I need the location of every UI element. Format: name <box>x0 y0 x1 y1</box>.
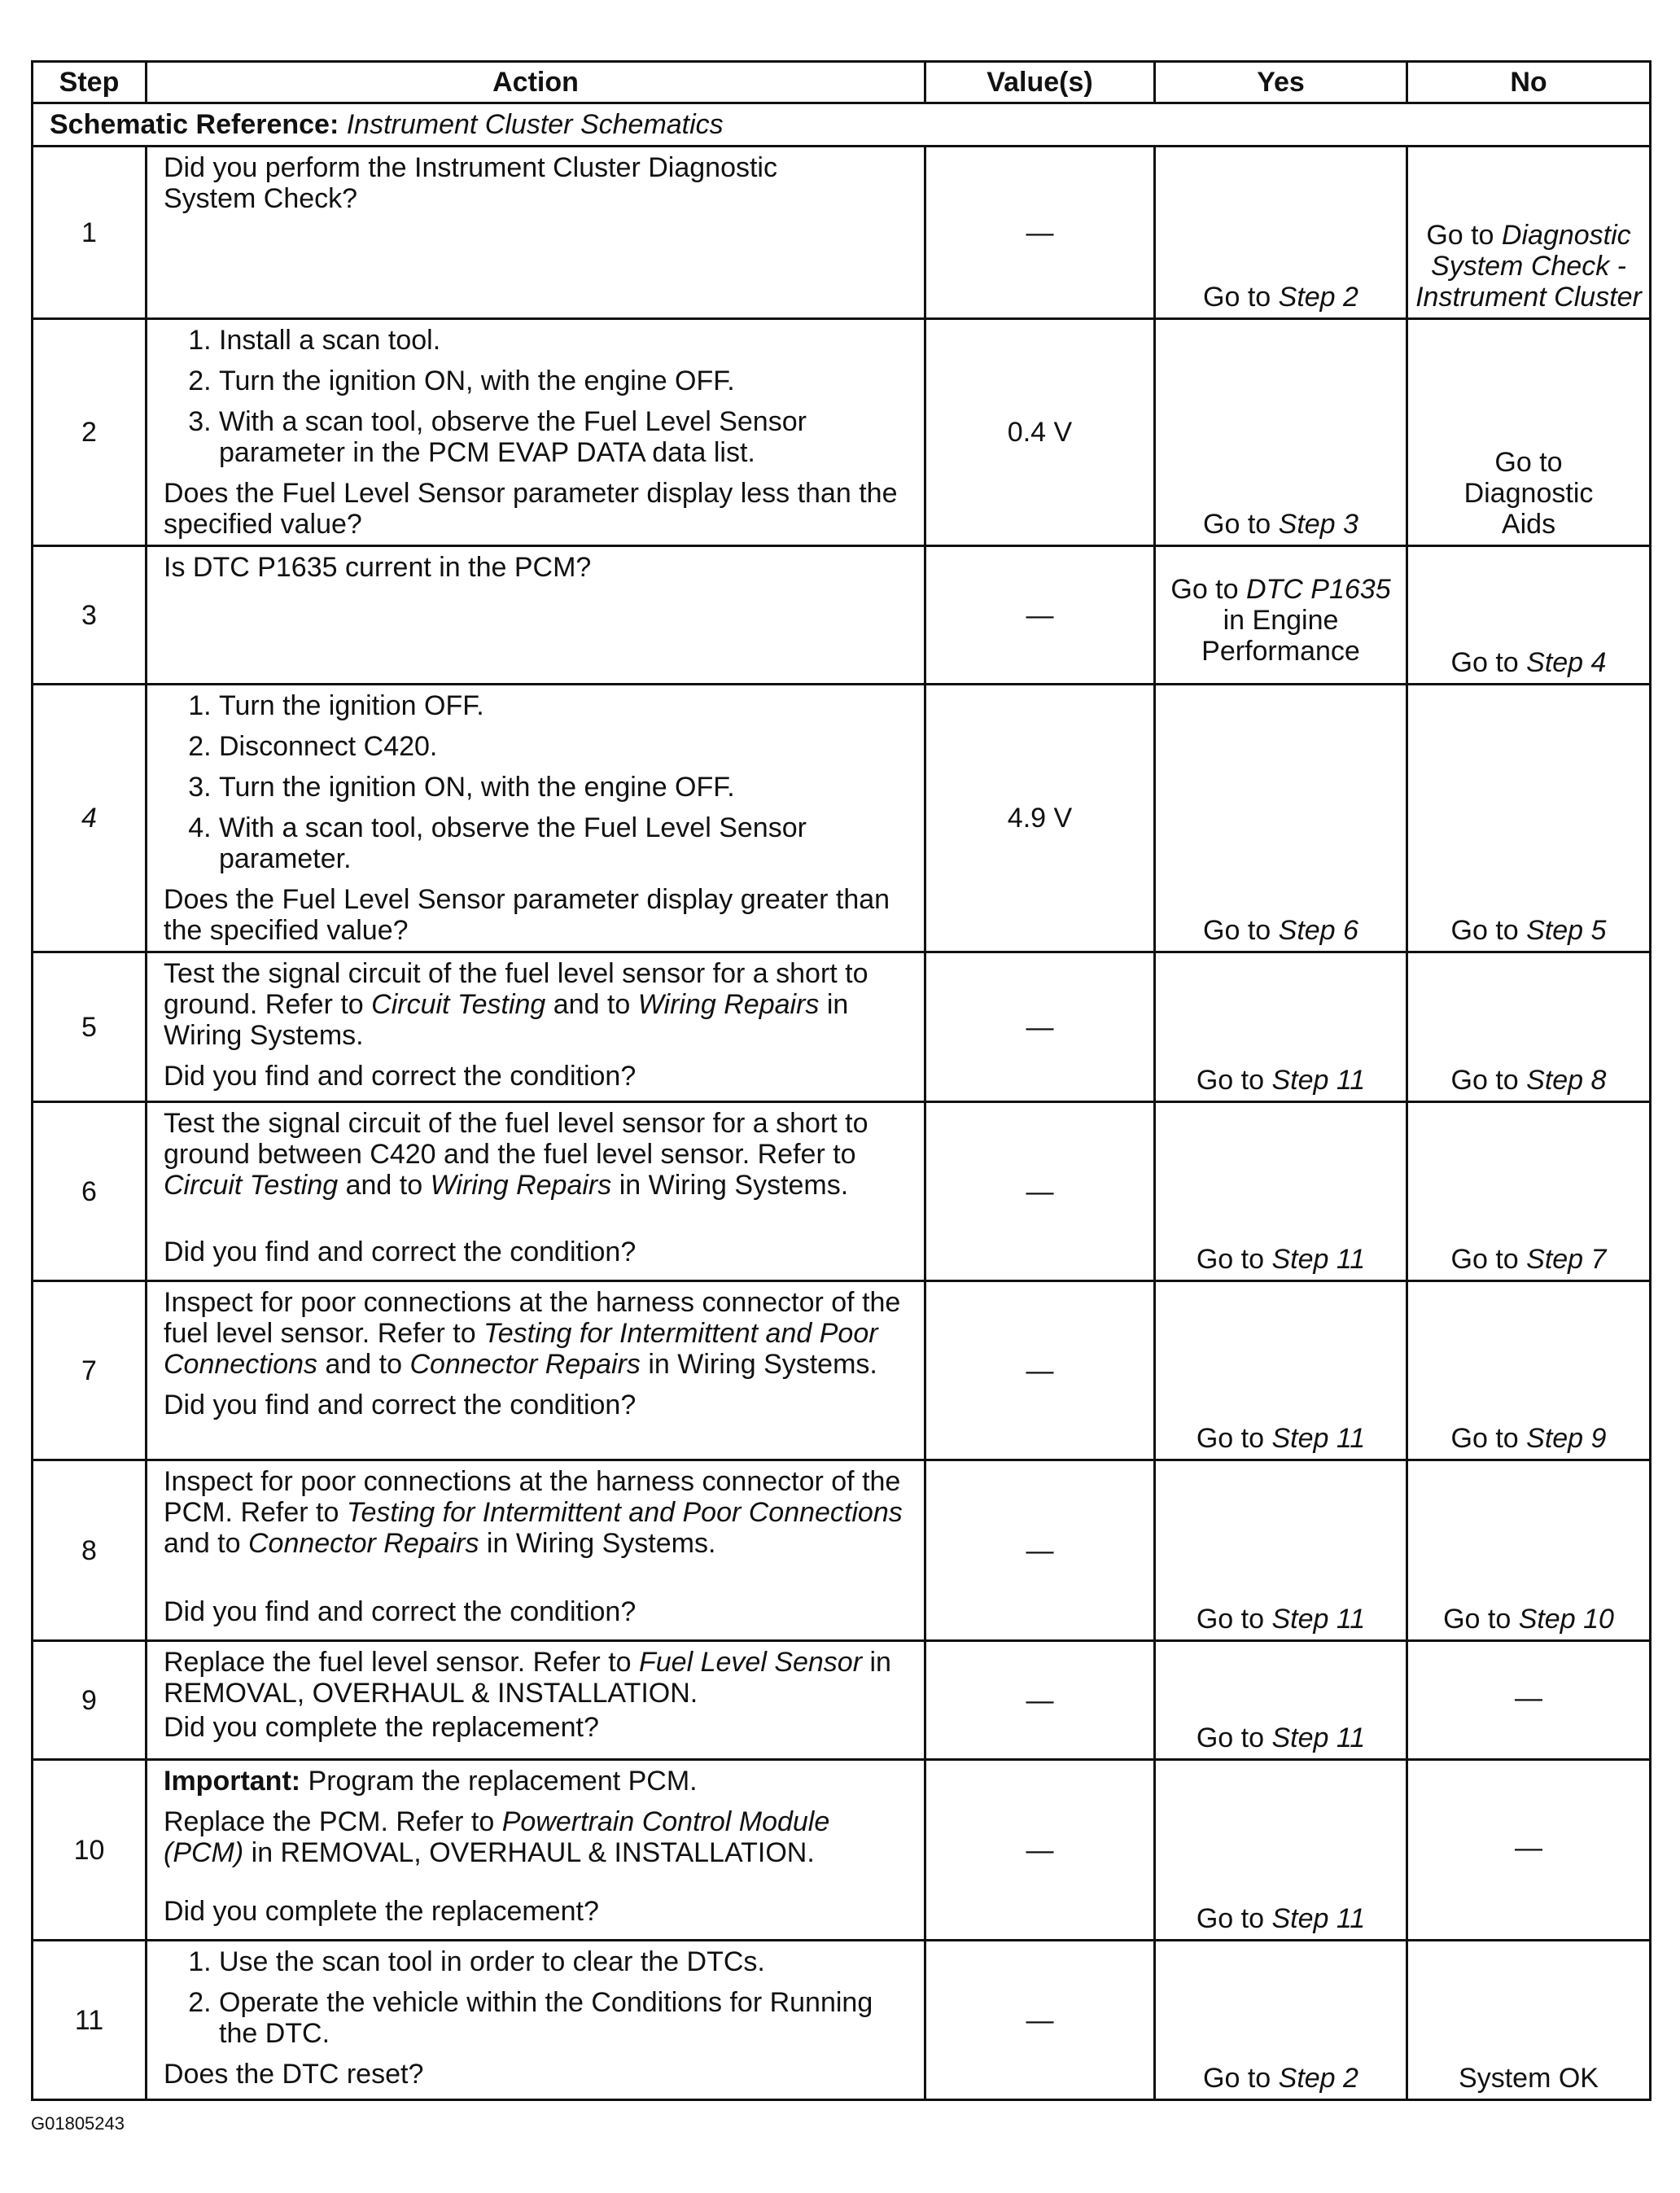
list-item: 4. With a scan tool, observe the Fuel Level Sensor parameter. <box>219 812 912 874</box>
schematic-reference <box>33 103 1651 147</box>
table-row <box>33 1760 1651 1941</box>
no-cell: Go to Step 9 <box>1407 1281 1651 1460</box>
action-cell <box>147 1102 925 1281</box>
header-step: Step <box>33 62 147 103</box>
no-cell: System OK <box>1407 1941 1651 2100</box>
step-number: 2 <box>33 319 147 546</box>
header-row <box>33 62 1651 103</box>
action-question: Does the DTC reset? <box>164 2059 424 2090</box>
action-cell <box>147 1941 925 2100</box>
yes-cell: Go to Step 3 <box>1155 319 1407 546</box>
action-question: Did you perform the Instrument Cluster Diagnostic System Check? <box>164 152 777 214</box>
list-item: 1. Use the scan tool in order to clear the DTCs. <box>219 1946 912 1977</box>
value-cell: — <box>925 1641 1155 1760</box>
value-cell: — <box>925 546 1155 685</box>
action-list <box>164 325 912 468</box>
action-cell <box>147 1460 925 1641</box>
no-cell: — <box>1407 1760 1651 1941</box>
step-number: 4 <box>33 685 147 952</box>
action-question: Did you find and correct the condition? <box>164 1061 637 1092</box>
action-cell <box>147 1760 925 1941</box>
action-list <box>164 1946 912 2049</box>
step-number: 10 <box>33 1760 147 1941</box>
table-row <box>33 685 1651 952</box>
value-cell: — <box>925 1460 1155 1641</box>
yes-cell: Go to Step 11 <box>1155 1281 1407 1460</box>
no-cell: Go to Step 5 <box>1407 685 1651 952</box>
action-question: Is DTC P1635 current in the PCM? <box>164 552 592 583</box>
no-cell: Go to Step 8 <box>1407 952 1651 1102</box>
list-item: 3. Turn the ignition ON, with the engine OFF. <box>219 772 912 803</box>
step-number: 1 <box>33 147 147 319</box>
action-question: Did you complete the replacement? <box>164 1712 599 1743</box>
header-no: No <box>1407 62 1651 103</box>
step-number: 7 <box>33 1281 147 1460</box>
table-row <box>33 1102 1651 1281</box>
figure-id: G01805243 <box>31 2113 125 2134</box>
action-text: Replace the PCM. Refer to Powertrain Control Module (PCM) in REMOVAL, OVERHAUL & INSTALLATION. <box>164 1806 830 1868</box>
step-number: 6 <box>33 1102 147 1281</box>
list-item: 3. With a scan tool, observe the Fuel Level Sensor parameter in the PCM EVAP DATA data list. <box>219 406 912 468</box>
value-cell: — <box>925 1281 1155 1460</box>
action-cell <box>147 1281 925 1460</box>
action-text: Replace the fuel level sensor. Refer to Fuel Level Sensor in REMOVAL, OVERHAUL & INSTALLATION. <box>164 1647 891 1709</box>
no-cell: Go to Diagnostic Aids <box>1407 319 1651 546</box>
header-values: Value(s) <box>925 62 1155 103</box>
table-row <box>33 1941 1651 2100</box>
step-number: 5 <box>33 952 147 1102</box>
reference-value: Instrument Cluster Schematics <box>346 109 724 140</box>
list-item: 1. Turn the ignition OFF. <box>219 690 912 721</box>
action-cell <box>147 1641 925 1760</box>
list-item: 2. Turn the ignition ON, with the engine OFF. <box>219 366 912 396</box>
yes-cell: Go to Step 11 <box>1155 1641 1407 1760</box>
action-question: Does the Fuel Level Sensor parameter display greater than the specified value? <box>164 884 890 946</box>
yes-cell: Go to Step 2 <box>1155 1941 1407 2100</box>
step-number: 8 <box>33 1460 147 1641</box>
value-cell: — <box>925 952 1155 1102</box>
action-text: Inspect for poor connections at the harness connector of the fuel level sensor. Refer to Testing for Intermittent and Poor Connections and to Connector Repairs in Wiring Systems. <box>164 1287 901 1380</box>
no-cell: Go to Step 7 <box>1407 1102 1651 1281</box>
action-cell <box>147 147 925 319</box>
action-question: Did you find and correct the condition? <box>164 1390 637 1420</box>
header-action: Action <box>147 62 925 103</box>
value-cell: 0.4 V <box>925 319 1155 546</box>
table-row <box>33 1460 1651 1641</box>
schematic-reference-row <box>33 103 1651 147</box>
yes-cell: Go to Step 11 <box>1155 1102 1407 1281</box>
yes-cell: Go to Step 11 <box>1155 952 1407 1102</box>
yes-cell: Go to Step 11 <box>1155 1760 1407 1941</box>
no-cell: Go to Diagnostic System Check - Instrument Cluster <box>1407 147 1651 319</box>
value-cell: — <box>925 147 1155 319</box>
table-row <box>33 952 1651 1102</box>
action-list <box>164 690 912 874</box>
action-question: Does the Fuel Level Sensor parameter display less than the specified value? <box>164 478 898 540</box>
value-cell: 4.9 V <box>925 685 1155 952</box>
action-question: Did you complete the replacement? <box>164 1896 599 1927</box>
list-item: 2. Operate the vehicle within the Conditions for Running the DTC. <box>219 1987 912 2049</box>
table-row <box>33 546 1651 685</box>
diagnostic-table <box>31 60 1652 2101</box>
table-row <box>33 1281 1651 1460</box>
header-yes: Yes <box>1155 62 1407 103</box>
step-number: 3 <box>33 546 147 685</box>
value-cell: — <box>925 1102 1155 1281</box>
yes-cell: Go to Step 11 <box>1155 1460 1407 1641</box>
action-question: Did you find and correct the condition? <box>164 1237 637 1267</box>
reference-label: Schematic Reference: <box>50 109 339 140</box>
no-cell: — <box>1407 1641 1651 1760</box>
action-text: Inspect for poor connections at the harness connector of the PCM. Refer to Testing for Intermittent and Poor Connections and to Connector Repairs in Wiring Systems. <box>164 1466 903 1559</box>
step-number: 11 <box>33 1941 147 2100</box>
value-cell: — <box>925 1760 1155 1941</box>
no-cell: Go to Step 4 <box>1407 546 1651 685</box>
action-text: Test the signal circuit of the fuel level sensor for a short to ground. Refer to Circuit Testing and to Wiring Repairs in Wiring Systems. <box>164 958 868 1051</box>
no-cell: Go to Step 10 <box>1407 1460 1651 1641</box>
yes-cell: Go to Step 2 <box>1155 147 1407 319</box>
value-cell: — <box>925 1941 1155 2100</box>
list-item: 1. Install a scan tool. <box>219 325 912 356</box>
action-cell <box>147 546 925 685</box>
table-row <box>33 1641 1651 1760</box>
important-note: Important: Program the replacement PCM. <box>164 1766 698 1797</box>
action-cell <box>147 685 925 952</box>
action-text: Test the signal circuit of the fuel level sensor for a short to ground between C420 and the fuel level sensor. Refer to Circuit Testing and to Wiring Repairs in Wiring Systems. <box>164 1108 868 1201</box>
table-row <box>33 319 1651 546</box>
action-question: Did you find and correct the condition? <box>164 1596 637 1627</box>
table-row <box>33 147 1651 319</box>
list-item: 2. Disconnect C420. <box>219 731 912 762</box>
action-cell <box>147 952 925 1102</box>
step-number: 9 <box>33 1641 147 1760</box>
action-cell <box>147 319 925 546</box>
yes-cell: Go to Step 6 <box>1155 685 1407 952</box>
yes-cell: Go to DTC P1635 in Engine Performance <box>1155 546 1407 685</box>
